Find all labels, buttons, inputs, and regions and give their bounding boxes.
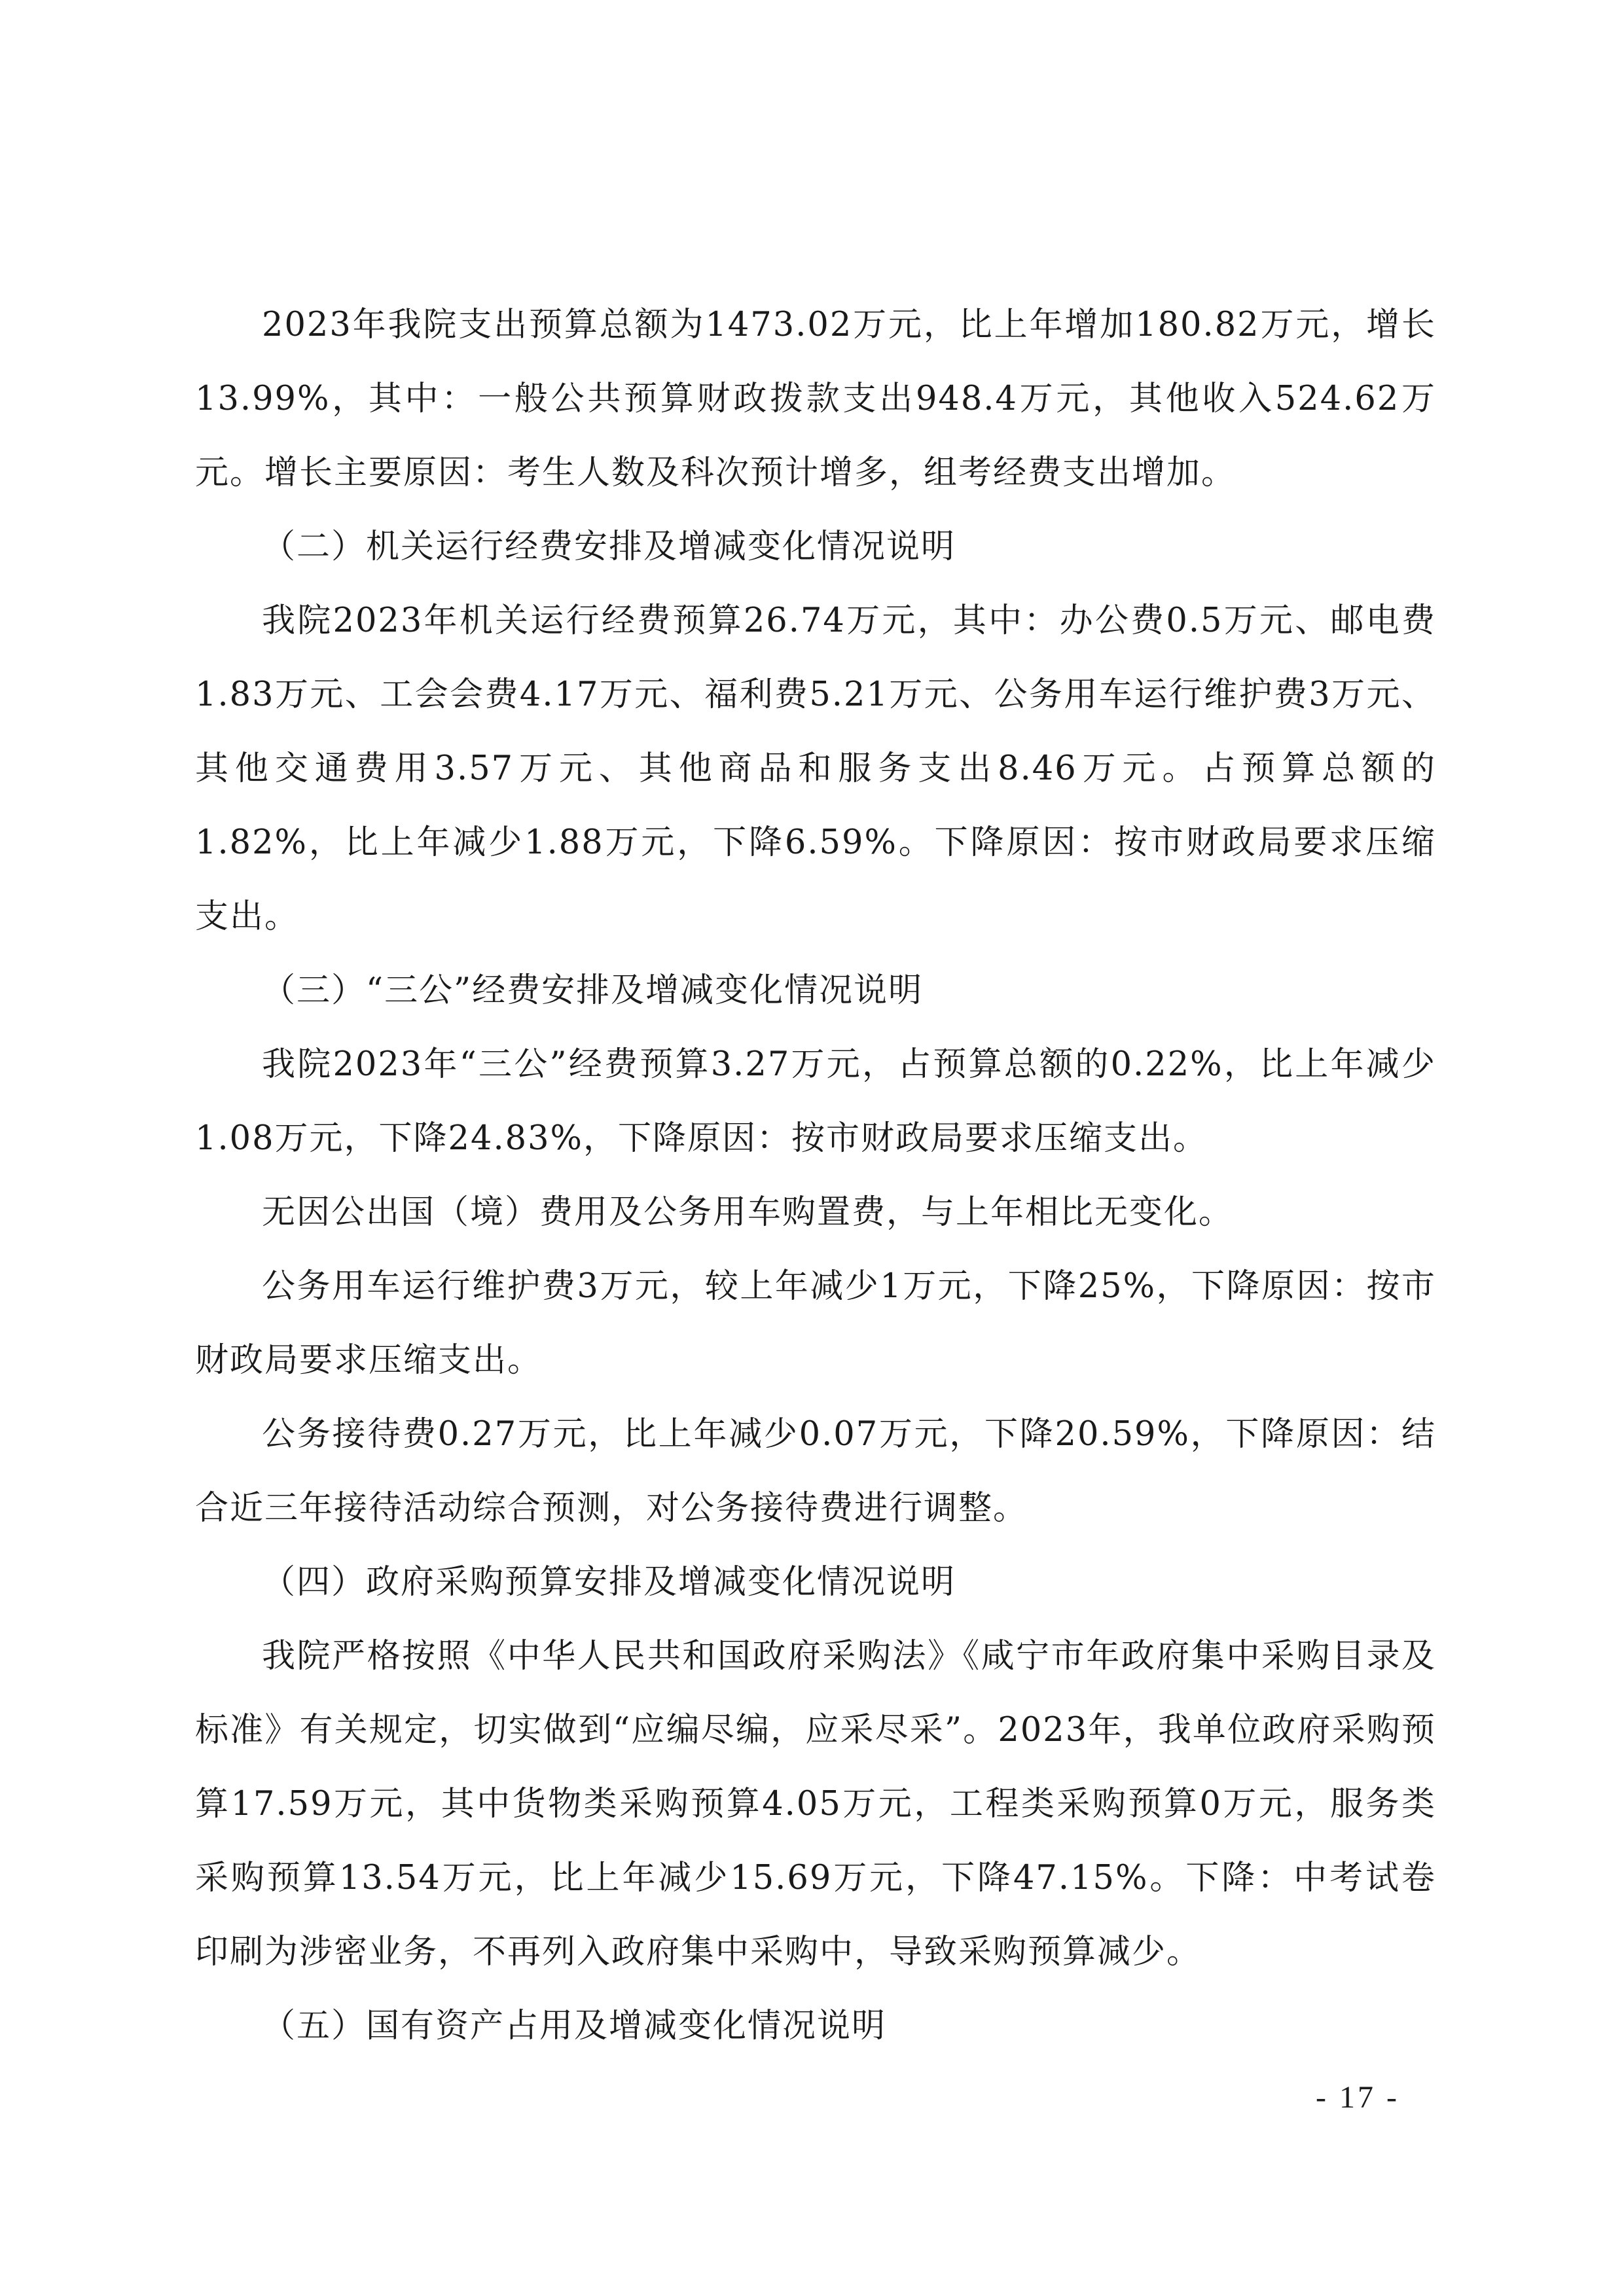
section-heading-procurement: （四）政府采购预算安排及增减变化情况说明: [262, 1563, 956, 1602]
page-number: - 17 -: [1316, 2080, 1399, 2115]
paragraph-three-public-budget: 我院2023年“三公”经费预算3.27万元，占预算总额的0.22%，比上年减少1.08万元，下降24.83%，下降原因：按市财政局要求压缩支出。: [195, 1045, 1436, 1158]
document-body: [195, 288, 1436, 2063]
paragraph-vehicle-maintenance: 公务用车运行维护费3万元，较上年减少1万元，下降25%，下降原因：按市财政局要求压缩支出。: [195, 1267, 1436, 1380]
paragraph-procurement: 我院严格按照《中华人民共和国政府采购法》《咸宁市年政府集中采购目录及标准》有关规定，切实做到“应编尽编，应采尽采”。2023年，我单位政府采购预算17.59万元，其中货物类采购预算4.05万元，工程类采购预算0万元，服务类采购预算13.54万元，比上年减少15.69万元，下降47.15%。下降：中考试卷印刷为涉密业务，不再列入政府集中采购中，导致采购预算减少。: [195, 1637, 1436, 1971]
section-heading-operating-funds: （二）机关运行经费安排及增减变化情况说明: [262, 528, 956, 566]
paragraph-reception: 公务接待费0.27万元，比上年减少0.07万元，下降20.59%，下降原因：结合近三年接待活动综合预测，对公务接待费进行调整。: [195, 1415, 1436, 1528]
paragraph-overseas-vehicle: 无因公出国（境）费用及公务用车购置费，与上年相比无变化。: [262, 1193, 1234, 1232]
paragraph-operating-funds: 我院2023年机关运行经费预算26.74万元，其中：办公费0.5万元、邮电费1.83万元、工会会费4.17万元、福利费5.21万元、公务用车运行维护费3万元、其他交通费用3.57万元、其他商品和服务支出8.46万元。占预算总额的1.82%，比上年减少1.88万元，下降6.59%。下降原因：按市财政局要求压缩支出。: [195, 601, 1436, 936]
section-heading-three-public: （三）“三公”经费安排及增减变化情况说明: [262, 971, 924, 1010]
paragraph-expenditure-total: 2023年我院支出预算总额为1473.02万元，比上年增加180.82万元，增长13.99%，其中：一般公共预算财政拨款支出948.4万元，其他收入524.62万元。增长主要原因：考生人数及科次预计增多，组考经费支出增加。: [195, 306, 1436, 492]
section-heading-state-assets: （五）国有资产占用及增减变化情况说明: [262, 2007, 887, 2045]
